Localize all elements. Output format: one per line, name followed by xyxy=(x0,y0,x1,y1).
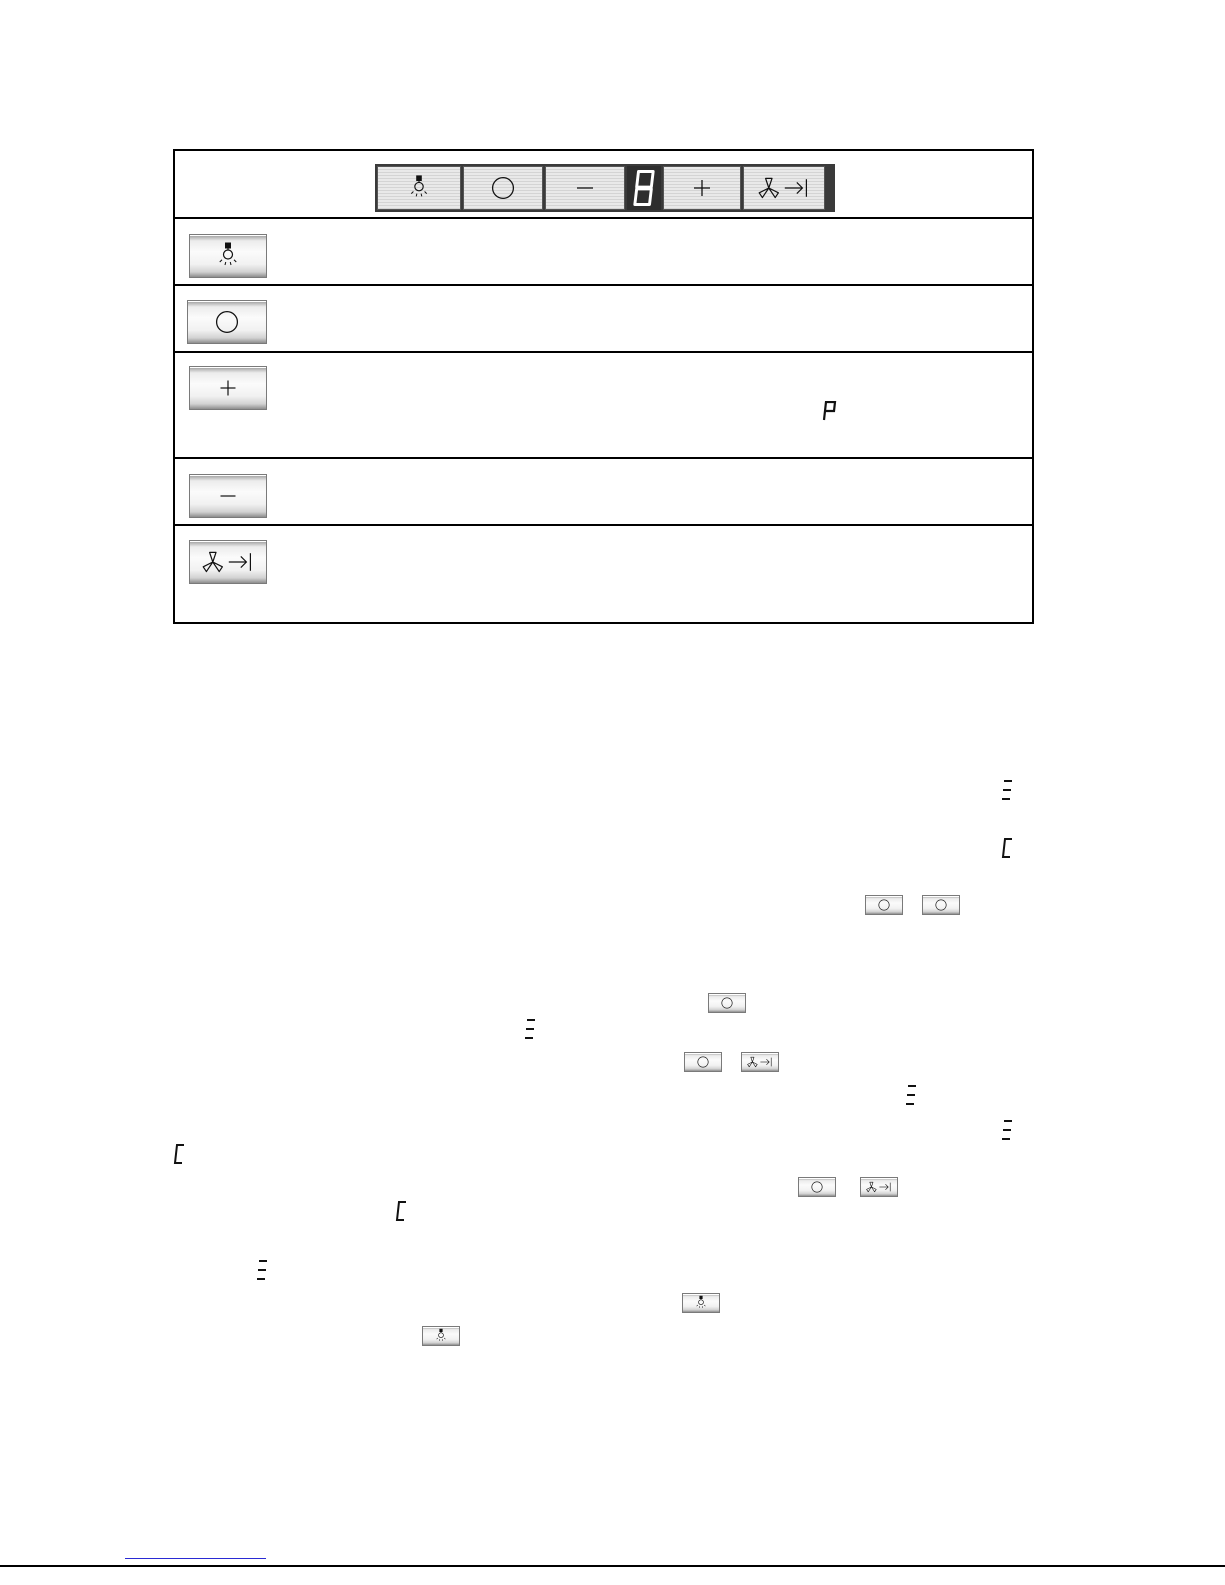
boost-button[interactable] xyxy=(189,540,267,584)
page-bottom-rule xyxy=(0,1565,1225,1567)
display-glyph-p xyxy=(821,401,837,421)
inline-boost-button[interactable] xyxy=(741,1052,779,1072)
inline-power-button[interactable] xyxy=(922,895,960,915)
light-button[interactable] xyxy=(189,234,267,278)
inline-power-button[interactable] xyxy=(865,895,903,915)
row-divider xyxy=(175,284,1032,286)
circle-icon xyxy=(876,897,892,913)
strip-power-button[interactable] xyxy=(463,166,543,210)
display-glyph-e xyxy=(256,1260,268,1280)
strip-minus-button[interactable] xyxy=(545,166,625,210)
fan-arrow-icon xyxy=(745,1054,775,1070)
lamp-icon xyxy=(405,174,433,202)
display-glyph-e xyxy=(524,1019,536,1039)
fan-arrow-icon xyxy=(864,1179,894,1195)
control-strip xyxy=(375,164,835,212)
display-glyph-c xyxy=(173,1144,185,1164)
row-divider xyxy=(175,351,1032,353)
inline-light-button[interactable] xyxy=(422,1326,460,1346)
control-panel-table xyxy=(173,149,1034,624)
display-glyph-e xyxy=(1001,1120,1013,1140)
fan-arrow-icon xyxy=(756,172,812,204)
strip-speed-display xyxy=(627,166,661,210)
strip-boost-button[interactable] xyxy=(743,166,825,210)
plus-icon xyxy=(213,373,243,403)
minus-button[interactable] xyxy=(189,474,267,518)
inline-power-button[interactable] xyxy=(798,1177,836,1197)
row-divider xyxy=(175,524,1032,526)
power-button[interactable] xyxy=(187,300,267,344)
circle-icon xyxy=(487,172,519,204)
lamp-icon xyxy=(693,1295,709,1311)
inline-power-button[interactable] xyxy=(684,1052,722,1072)
circle-icon xyxy=(695,1054,711,1070)
inline-power-button[interactable] xyxy=(708,993,746,1013)
footnote-link-underline xyxy=(125,1558,266,1559)
strip-light-button[interactable] xyxy=(377,166,461,210)
row-divider xyxy=(175,217,1032,219)
circle-icon xyxy=(933,897,949,913)
inline-boost-button[interactable] xyxy=(860,1177,898,1197)
circle-icon xyxy=(809,1179,825,1195)
minus-icon xyxy=(213,481,243,511)
display-glyph-c xyxy=(395,1201,407,1221)
row-divider xyxy=(175,457,1032,459)
fan-arrow-icon xyxy=(200,546,256,578)
strip-plus-button[interactable] xyxy=(663,166,741,210)
display-glyph-e xyxy=(1001,780,1013,800)
lamp-icon xyxy=(213,241,243,271)
display-glyph-e xyxy=(905,1085,917,1105)
circle-icon xyxy=(211,306,243,338)
plus-icon xyxy=(686,172,718,204)
lamp-icon xyxy=(433,1328,449,1344)
display-glyph-c xyxy=(1001,838,1013,858)
inline-light-button[interactable] xyxy=(682,1293,720,1313)
circle-icon xyxy=(719,995,735,1011)
plus-button[interactable] xyxy=(189,366,267,410)
seven-segment-digit xyxy=(633,169,655,207)
minus-icon xyxy=(569,172,601,204)
